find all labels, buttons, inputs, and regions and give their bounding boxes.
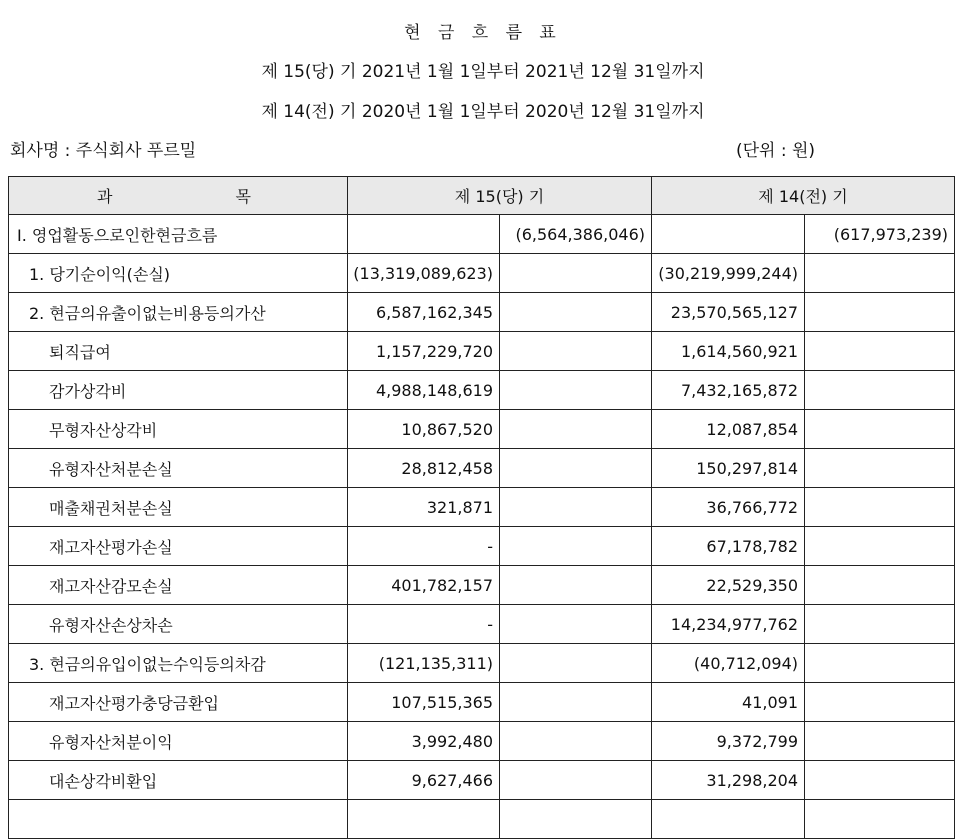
- table-row: [9, 527, 955, 566]
- prior-detail-cell: 31,298,204: [652, 761, 805, 800]
- prior-total-cell: [805, 683, 955, 722]
- prior-total-cell: [805, 527, 955, 566]
- prior-total-cell: [805, 410, 955, 449]
- prior-total-cell: [805, 761, 955, 800]
- prior-total-cell: [805, 332, 955, 371]
- prior-total-cell: [805, 488, 955, 527]
- row-label: Ⅰ. 영업활동으로인한현금흐름: [9, 215, 348, 254]
- prior-detail-cell: 41,091: [652, 683, 805, 722]
- current-total-cell: [500, 254, 652, 293]
- unit-label: (단위 : 원): [736, 141, 816, 161]
- prior-detail-cell: 23,570,565,127: [652, 293, 805, 332]
- row-label: 재고자산평가충당금환입: [9, 683, 348, 722]
- current-total-cell: [500, 605, 652, 644]
- row-label: 유형자산처분손실: [9, 449, 348, 488]
- cash-flow-table: [8, 176, 955, 839]
- header-prior-period: 제 14(전) 기: [652, 177, 955, 215]
- prior-detail-cell: 22,529,350: [652, 566, 805, 605]
- row-label: 매출채권처분손실: [9, 488, 348, 527]
- current-total-cell: [500, 761, 652, 800]
- row-label: 감가상각비: [9, 371, 348, 410]
- prior-detail-cell: 14,234,977,762: [652, 605, 805, 644]
- table-row: [9, 215, 955, 254]
- current-detail-cell: 1,157,229,720: [348, 332, 500, 371]
- statement-title: 현 금 흐 름 표: [404, 23, 562, 43]
- table-row: [9, 761, 955, 800]
- current-total-cell: [500, 527, 652, 566]
- current-detail-cell: [348, 215, 500, 254]
- current-detail-cell: 401,782,157: [348, 566, 500, 605]
- prior-total-cell: [805, 449, 955, 488]
- table-row: [9, 683, 955, 722]
- current-total-cell: [500, 566, 652, 605]
- prior-total-cell: [805, 293, 955, 332]
- prior-total-cell: [805, 722, 955, 761]
- current-detail-cell: 4,988,148,619: [348, 371, 500, 410]
- current-total-cell: [500, 410, 652, 449]
- table-row: [9, 644, 955, 683]
- current-total-cell: [500, 332, 652, 371]
- table-row: [9, 722, 955, 761]
- table-row: [9, 293, 955, 332]
- current-detail-cell: (13,319,089,623): [348, 254, 500, 293]
- header-item-b: 목: [235, 187, 251, 206]
- header-item-a: 과: [97, 187, 113, 206]
- prior-total-cell: [805, 605, 955, 644]
- current-detail-cell: 9,627,466: [348, 761, 500, 800]
- table-header-row: [9, 177, 955, 215]
- table-row: [9, 332, 955, 371]
- current-detail-cell: 107,515,365: [348, 683, 500, 722]
- current-detail-cell: 10,867,520: [348, 410, 500, 449]
- row-label: 유형자산손상차손: [9, 605, 348, 644]
- current-total-cell: [500, 722, 652, 761]
- row-label: 대손상각비환입: [9, 761, 348, 800]
- row-label: 3. 현금의유입이없는수익등의차감: [9, 644, 348, 683]
- prior-detail-cell: [652, 800, 805, 839]
- prior-total-cell: [805, 254, 955, 293]
- current-detail-cell: -: [348, 605, 500, 644]
- header-current-period: 제 15(당) 기: [348, 177, 652, 215]
- period-current: 제 15(당) 기 2021년 1월 1일부터 2021년 12월 31일까지: [261, 62, 705, 82]
- prior-detail-cell: 67,178,782: [652, 527, 805, 566]
- prior-detail-cell: [652, 215, 805, 254]
- current-total-cell: [500, 683, 652, 722]
- prior-detail-cell: 150,297,814: [652, 449, 805, 488]
- current-detail-cell: 6,587,162,345: [348, 293, 500, 332]
- table-row: [9, 410, 955, 449]
- prior-detail-cell: 7,432,165,872: [652, 371, 805, 410]
- prior-detail-cell: (40,712,094): [652, 644, 805, 683]
- prior-detail-cell: 36,766,772: [652, 488, 805, 527]
- table-row: [9, 449, 955, 488]
- table-row: [9, 605, 955, 644]
- prior-total-cell: [805, 566, 955, 605]
- prior-detail-cell: 1,614,560,921: [652, 332, 805, 371]
- row-label: 퇴직급여: [9, 332, 348, 371]
- current-detail-cell: 321,871: [348, 488, 500, 527]
- row-label: 재고자산감모손실: [9, 566, 348, 605]
- current-detail-cell: -: [348, 527, 500, 566]
- prior-detail-cell: (30,219,999,244): [652, 254, 805, 293]
- current-total-cell: [500, 800, 652, 839]
- row-label: [9, 800, 348, 839]
- table-row: [9, 254, 955, 293]
- header-item: [9, 177, 348, 215]
- prior-total-cell: (617,973,239): [805, 215, 955, 254]
- table-row: [9, 371, 955, 410]
- current-detail-cell: (121,135,311): [348, 644, 500, 683]
- current-total-cell: [500, 488, 652, 527]
- company-name: 회사명 : 주식회사 푸르밀: [10, 141, 197, 161]
- prior-total-cell: [805, 800, 955, 839]
- current-total-cell: [500, 644, 652, 683]
- current-detail-cell: 3,992,480: [348, 722, 500, 761]
- current-total-cell: (6,564,386,046): [500, 215, 652, 254]
- current-detail-cell: 28,812,458: [348, 449, 500, 488]
- table-row: [9, 488, 955, 527]
- row-label: 2. 현금의유출이없는비용등의가산: [9, 293, 348, 332]
- current-total-cell: [500, 371, 652, 410]
- row-label: 1. 당기순이익(손실): [9, 254, 348, 293]
- period-prior: 제 14(전) 기 2020년 1월 1일부터 2020년 12월 31일까지: [261, 102, 705, 122]
- prior-detail-cell: 9,372,799: [652, 722, 805, 761]
- current-total-cell: [500, 449, 652, 488]
- current-total-cell: [500, 293, 652, 332]
- row-label: 재고자산평가손실: [9, 527, 348, 566]
- current-detail-cell: [348, 800, 500, 839]
- prior-detail-cell: 12,087,854: [652, 410, 805, 449]
- prior-total-cell: [805, 371, 955, 410]
- row-label: 유형자산처분이익: [9, 722, 348, 761]
- table-row: [9, 800, 955, 839]
- table-row: [9, 566, 955, 605]
- prior-total-cell: [805, 644, 955, 683]
- row-label: 무형자산상각비: [9, 410, 348, 449]
